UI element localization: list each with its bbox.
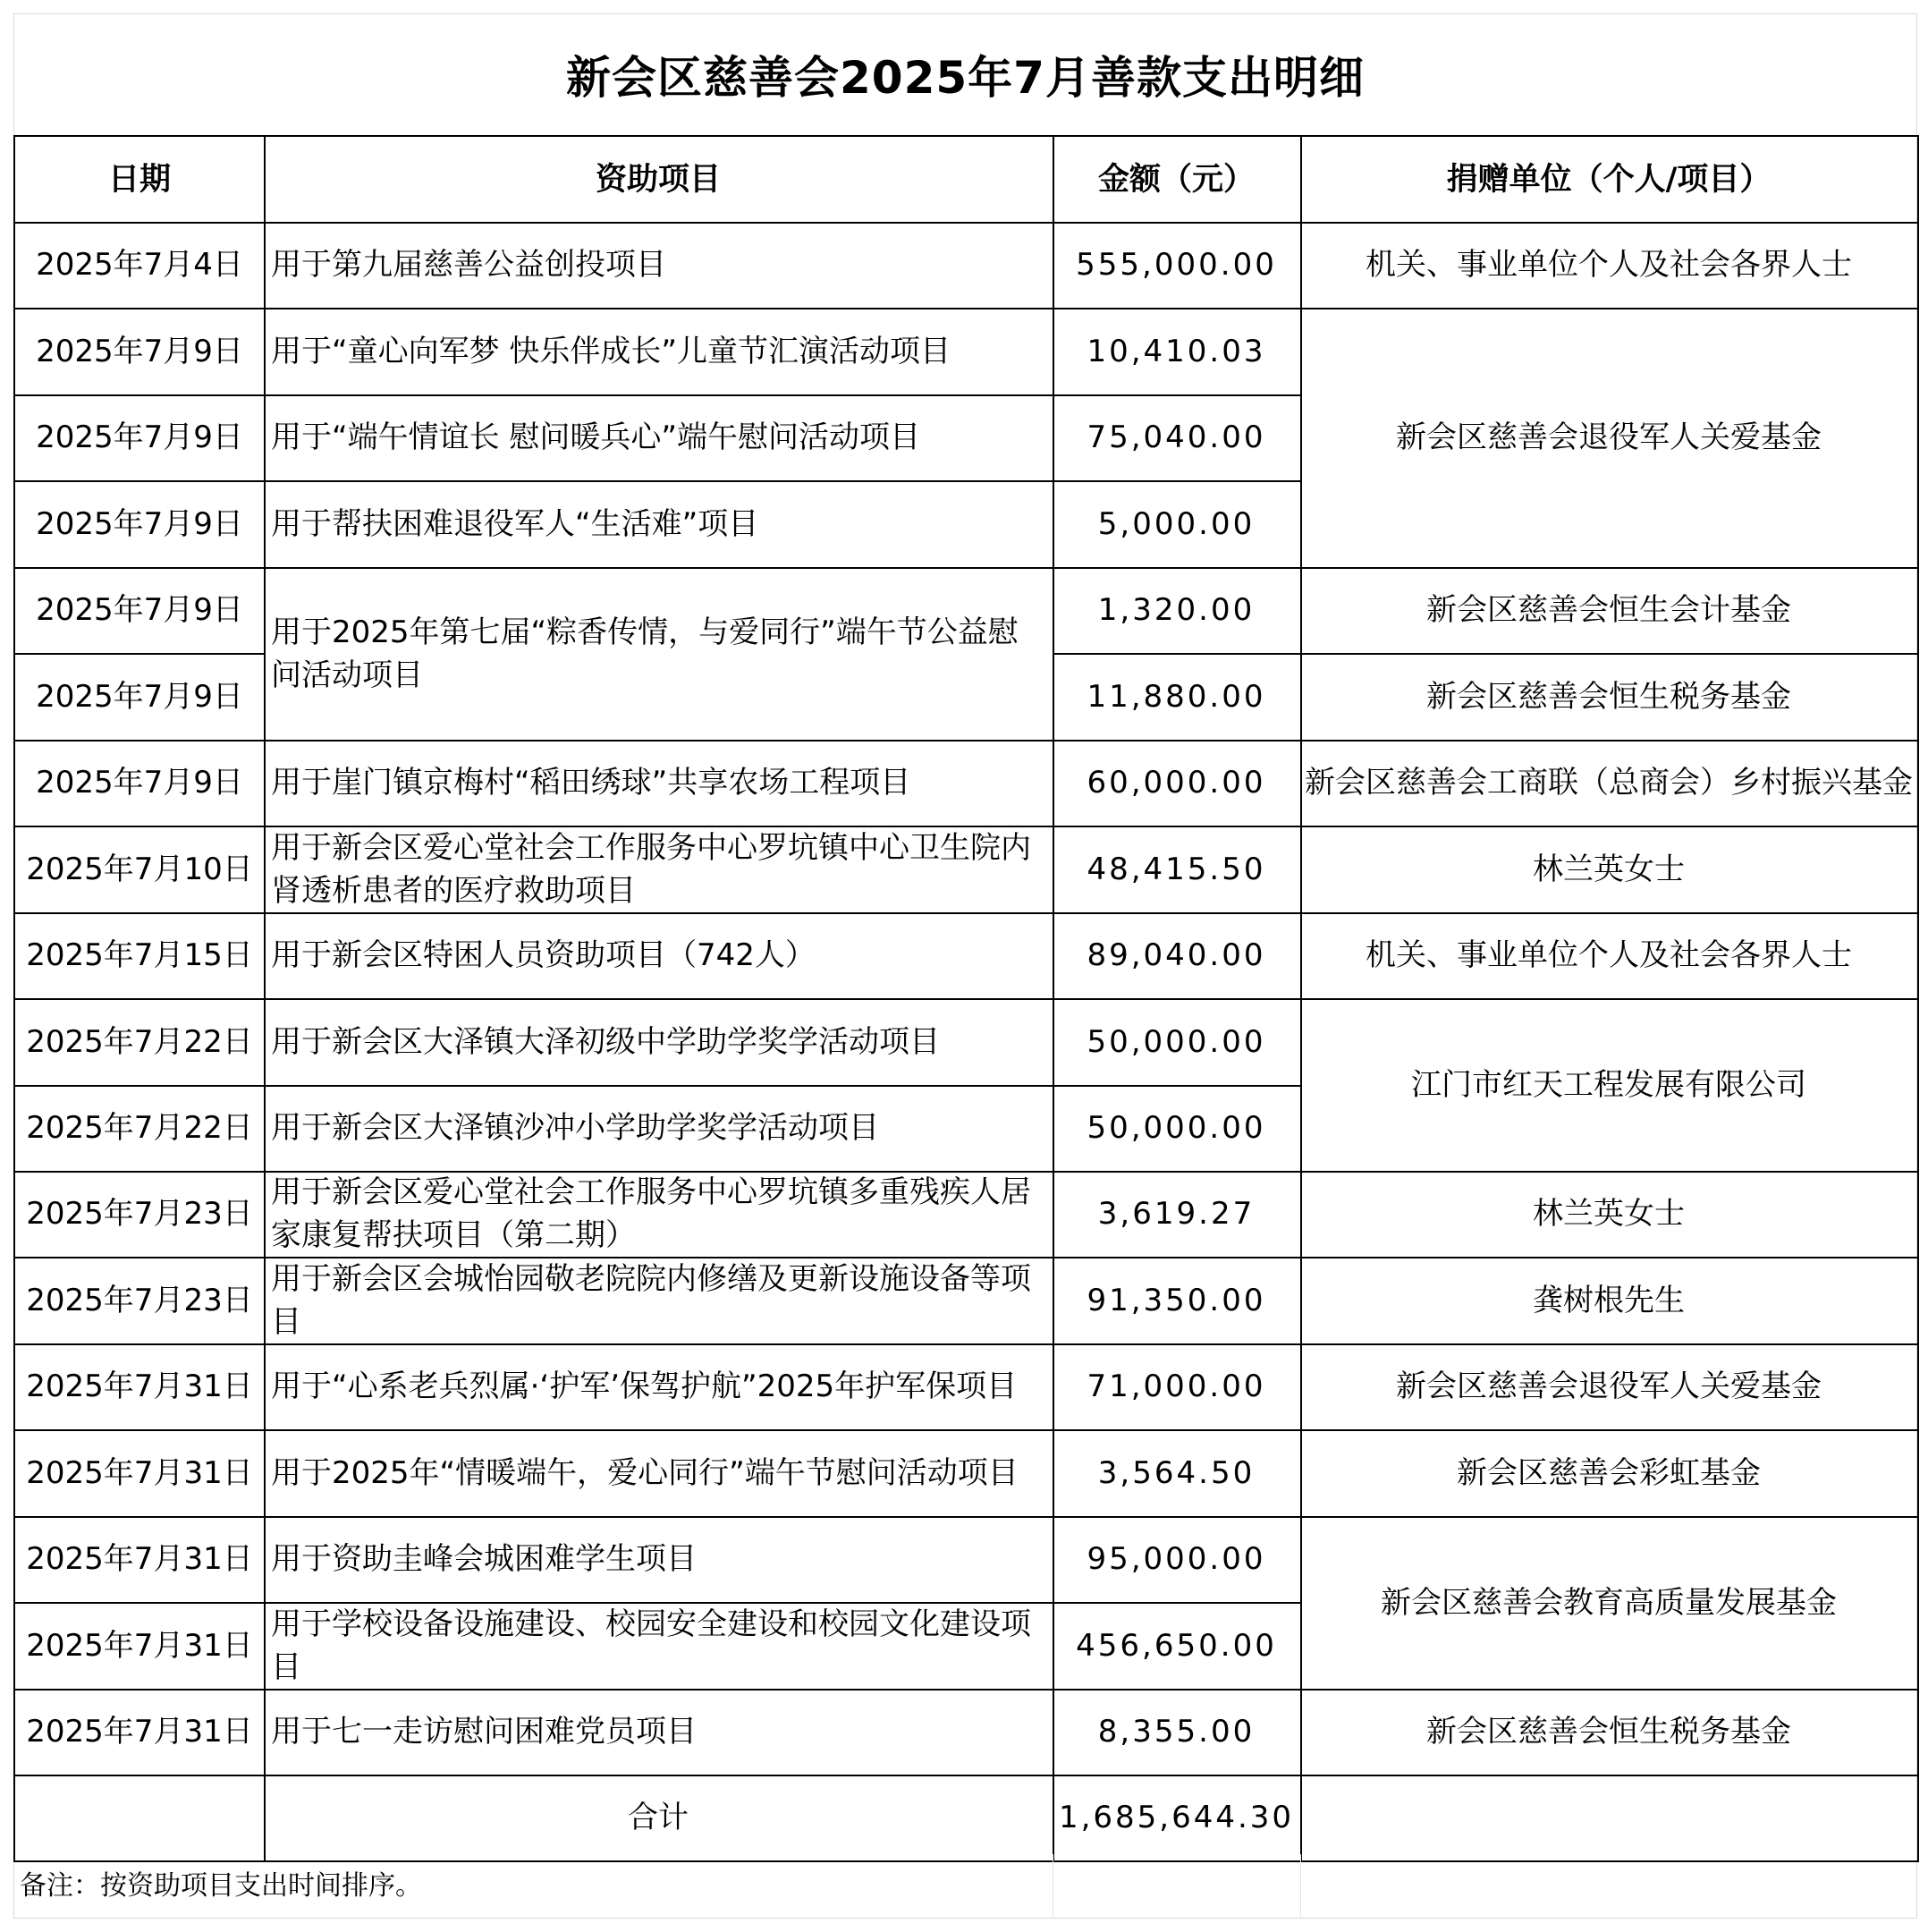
date-cell bbox=[13, 308, 266, 396]
donor-cell bbox=[1300, 1516, 1919, 1690]
amount-cell-text: 8,355.00 bbox=[1097, 1714, 1256, 1750]
date-cell-text: 2025年7月22日 bbox=[26, 1110, 253, 1146]
project-cell-merged-text: 用于2025年第七届“粽香传情，与爱同行”端午节公益慰问活动项目 bbox=[271, 614, 1019, 693]
project-cell bbox=[264, 1602, 1054, 1690]
project-cell bbox=[264, 826, 1054, 914]
project-cell-text: 用于新会区爱心堂社会工作服务中心罗坑镇中心卫生院内肾透析患者的医疗救助项目 bbox=[271, 829, 1031, 909]
project-cell-text: 用于2025年“情暖端午，爱心同行”端午节慰问活动项目 bbox=[271, 1454, 1019, 1491]
donor-cell bbox=[1300, 1343, 1919, 1431]
donor-cell-text: 新会区慈善会工商联（总商会）乡村振兴基金 bbox=[1305, 765, 1913, 801]
amount-cell bbox=[1053, 1343, 1302, 1431]
donor-cell-text: 林兰英女士 bbox=[1533, 851, 1685, 887]
date-cell bbox=[13, 1429, 266, 1518]
header-donor bbox=[1300, 135, 1919, 224]
donor-cell bbox=[1300, 653, 1919, 741]
amount-cell-text: 91,350.00 bbox=[1087, 1282, 1266, 1318]
date-cell-text: 2025年7月23日 bbox=[26, 1282, 253, 1318]
amount-cell bbox=[1053, 394, 1302, 482]
project-cell-text: 用于新会区会城怡园敬老院院内修缮及更新设施设备等项目 bbox=[271, 1260, 1031, 1340]
date-cell bbox=[13, 998, 266, 1087]
date-cell bbox=[13, 653, 266, 741]
amount-cell bbox=[1053, 567, 1302, 655]
project-cell-text: 用于新会区特困人员资助项目（742人） bbox=[271, 937, 816, 973]
amount-cell bbox=[1053, 1689, 1302, 1776]
project-cell-text: 用于新会区爱心堂社会工作服务中心罗坑镇多重残疾人居家康复帮扶项目（第二期） bbox=[271, 1174, 1031, 1253]
amount-cell bbox=[1053, 998, 1302, 1087]
gridline bbox=[1300, 1854, 1301, 1919]
project-cell bbox=[264, 1257, 1054, 1345]
amount-cell-text: 456,650.00 bbox=[1076, 1627, 1277, 1664]
donor-cell-text: 新会区慈善会退役军人关爱基金 bbox=[1396, 1368, 1822, 1404]
amount-cell-text: 11,880.00 bbox=[1087, 678, 1266, 715]
amount-cell bbox=[1053, 1516, 1302, 1604]
amount-cell-text: 89,040.00 bbox=[1087, 937, 1266, 973]
page-title: 新会区慈善会2025年7月善款支出明细 bbox=[566, 51, 1365, 104]
date-cell bbox=[13, 394, 266, 482]
donor-cell bbox=[1300, 1171, 1919, 1258]
donor-cell-text: 机关、事业单位个人及社会各界人士 bbox=[1366, 937, 1852, 973]
project-cell bbox=[264, 394, 1054, 482]
amount-cell bbox=[1053, 1171, 1302, 1258]
amount-cell bbox=[1053, 480, 1302, 569]
date-cell-text: 2025年7月31日 bbox=[26, 1368, 253, 1404]
header-amount bbox=[1053, 135, 1302, 224]
donor-cell-text: 新会区慈善会恒生会计基金 bbox=[1426, 592, 1791, 628]
date-cell bbox=[13, 826, 266, 914]
amount-cell bbox=[1053, 826, 1302, 914]
date-cell bbox=[13, 1602, 266, 1690]
footnote: 备注：按资助项目支出时间排序。 bbox=[20, 1870, 422, 1902]
donor-cell bbox=[1300, 308, 1919, 569]
donor-cell bbox=[1300, 222, 1919, 309]
project-cell-text: 用于第九届慈善公益创投项目 bbox=[271, 247, 666, 283]
project-cell bbox=[264, 912, 1054, 1000]
date-cell-text: 2025年7月9日 bbox=[36, 592, 243, 628]
project-cell-text: 用于资助圭峰会城困难学生项目 bbox=[271, 1541, 697, 1577]
amount-cell-text: 555,000.00 bbox=[1076, 247, 1277, 283]
donor-cell bbox=[1300, 998, 1919, 1173]
project-cell bbox=[264, 1689, 1054, 1776]
amount-cell-text: 75,040.00 bbox=[1087, 419, 1266, 455]
amount-cell-text: 60,000.00 bbox=[1087, 765, 1266, 801]
date-cell bbox=[13, 567, 266, 655]
donor-cell bbox=[1300, 1689, 1919, 1776]
amount-cell-text: 50,000.00 bbox=[1087, 1023, 1266, 1060]
total-label bbox=[264, 1775, 1054, 1862]
amount-cell-text: 10,410.03 bbox=[1087, 333, 1266, 369]
project-cell-text: 用于新会区大泽镇沙冲小学助学奖学活动项目 bbox=[271, 1110, 879, 1146]
date-cell bbox=[13, 480, 266, 569]
project-cell bbox=[264, 1429, 1054, 1518]
date-cell-text: 2025年7月10日 bbox=[26, 851, 253, 887]
amount-cell bbox=[1053, 222, 1302, 309]
header-project bbox=[264, 135, 1054, 224]
donor-cell bbox=[1300, 826, 1919, 914]
donor-cell-text: 林兰英女士 bbox=[1533, 1196, 1685, 1232]
date-cell-text: 2025年7月9日 bbox=[36, 765, 243, 801]
project-cell-text: 用于“童心向军梦 快乐伴成长”儿童节汇演活动项目 bbox=[271, 333, 951, 369]
amount-cell bbox=[1053, 1257, 1302, 1345]
project-cell bbox=[264, 740, 1054, 827]
total-empty-cell bbox=[13, 1775, 266, 1862]
amount-cell bbox=[1053, 1085, 1302, 1173]
amount-cell bbox=[1053, 653, 1302, 741]
donor-cell bbox=[1300, 740, 1919, 827]
date-cell-text: 2025年7月23日 bbox=[26, 1196, 253, 1232]
date-cell-text: 2025年7月31日 bbox=[26, 1541, 253, 1577]
amount-cell-text: 1,320.00 bbox=[1097, 592, 1256, 628]
project-cell-text: 用于“端午情谊长 慰问暖兵心”端午慰问活动项目 bbox=[271, 419, 921, 455]
project-cell bbox=[264, 998, 1054, 1087]
date-cell bbox=[13, 1343, 266, 1431]
amount-cell-text: 48,415.50 bbox=[1087, 851, 1266, 887]
date-cell-text: 2025年7月31日 bbox=[26, 1714, 253, 1750]
date-cell bbox=[13, 1171, 266, 1258]
date-cell bbox=[13, 740, 266, 827]
donor-cell-text: 江门市红天工程发展有限公司 bbox=[1411, 1066, 1806, 1103]
date-cell-text: 2025年7月31日 bbox=[26, 1627, 253, 1664]
project-cell-text: 用于帮扶困难退役军人“生活难”项目 bbox=[271, 505, 759, 542]
date-cell bbox=[13, 912, 266, 1000]
donor-cell-text: 新会区慈善会彩虹基金 bbox=[1457, 1454, 1761, 1491]
project-cell bbox=[264, 1343, 1054, 1431]
project-cell-text: 用于学校设备设施建设、校园安全建设和校园文化建设项目 bbox=[271, 1606, 1031, 1685]
header-amount-text: 金额（元） bbox=[1097, 161, 1255, 198]
project-cell bbox=[264, 1171, 1054, 1258]
donor-cell bbox=[1300, 567, 1919, 655]
date-cell-text: 2025年7月9日 bbox=[36, 419, 243, 455]
total-donor-empty bbox=[1300, 1775, 1919, 1862]
project-cell-text: 用于新会区大泽镇大泽初级中学助学奖学活动项目 bbox=[271, 1023, 940, 1060]
date-cell-text: 2025年7月4日 bbox=[36, 247, 243, 283]
header-donor-text: 捐赠单位（个人/项目） bbox=[1446, 161, 1772, 198]
donor-cell bbox=[1300, 1429, 1919, 1518]
project-cell bbox=[264, 308, 1054, 396]
date-cell-text: 2025年7月9日 bbox=[36, 333, 243, 369]
project-cell bbox=[264, 222, 1054, 309]
date-cell bbox=[13, 1516, 266, 1604]
date-cell-text: 2025年7月15日 bbox=[26, 937, 253, 973]
amount-cell bbox=[1053, 1602, 1302, 1690]
date-cell-text: 2025年7月31日 bbox=[26, 1454, 253, 1491]
project-cell-merged bbox=[264, 567, 1054, 741]
donor-cell-text: 新会区慈善会教育高质量发展基金 bbox=[1381, 1584, 1837, 1621]
project-cell bbox=[264, 1085, 1054, 1173]
project-cell-text: 用于崖门镇京梅村“稻田绣球”共享农场工程项目 bbox=[271, 765, 911, 801]
donor-cell-text: 新会区慈善会退役军人关爱基金 bbox=[1396, 419, 1822, 455]
project-cell bbox=[264, 480, 1054, 569]
project-cell-text: 用于“心系老兵烈属·‘护军’保驾护航”2025年护军保项目 bbox=[271, 1368, 1018, 1404]
amount-cell-text: 95,000.00 bbox=[1087, 1541, 1266, 1577]
donor-cell-text: 新会区慈善会恒生税务基金 bbox=[1426, 1714, 1791, 1750]
donor-cell-text: 机关、事业单位个人及社会各界人士 bbox=[1366, 247, 1852, 283]
date-cell bbox=[13, 1257, 266, 1345]
amount-cell bbox=[1053, 308, 1302, 396]
amount-cell bbox=[1053, 740, 1302, 827]
donor-cell bbox=[1300, 912, 1919, 1000]
date-cell-text: 2025年7月9日 bbox=[36, 678, 243, 715]
amount-cell-text: 3,619.27 bbox=[1097, 1196, 1256, 1232]
amount-cell-text: 5,000.00 bbox=[1097, 505, 1256, 542]
amount-cell-text: 71,000.00 bbox=[1087, 1368, 1266, 1404]
total-amount-text: 1,685,644.30 bbox=[1058, 1800, 1295, 1835]
donor-cell-text: 龚树根先生 bbox=[1533, 1282, 1685, 1318]
date-cell-text: 2025年7月9日 bbox=[36, 505, 243, 542]
donor-cell-text: 新会区慈善会恒生税务基金 bbox=[1426, 678, 1791, 715]
date-cell bbox=[13, 222, 266, 309]
project-cell bbox=[264, 1516, 1054, 1604]
amount-cell-text: 3,564.50 bbox=[1097, 1454, 1256, 1491]
date-cell bbox=[13, 1085, 266, 1173]
donor-cell bbox=[1300, 1257, 1919, 1345]
amount-cell bbox=[1053, 912, 1302, 1000]
total-label-text: 合计 bbox=[628, 1800, 689, 1835]
project-cell-text: 用于七一走访慰问困难党员项目 bbox=[271, 1714, 697, 1750]
header-date-text: 日期 bbox=[107, 161, 171, 198]
date-cell bbox=[13, 1689, 266, 1776]
header-project-text: 资助项目 bbox=[595, 161, 721, 198]
amount-cell-text: 50,000.00 bbox=[1087, 1110, 1266, 1146]
amount-cell bbox=[1053, 1429, 1302, 1518]
header-date bbox=[13, 135, 266, 224]
date-cell-text: 2025年7月22日 bbox=[26, 1023, 253, 1060]
total-amount bbox=[1053, 1775, 1302, 1862]
